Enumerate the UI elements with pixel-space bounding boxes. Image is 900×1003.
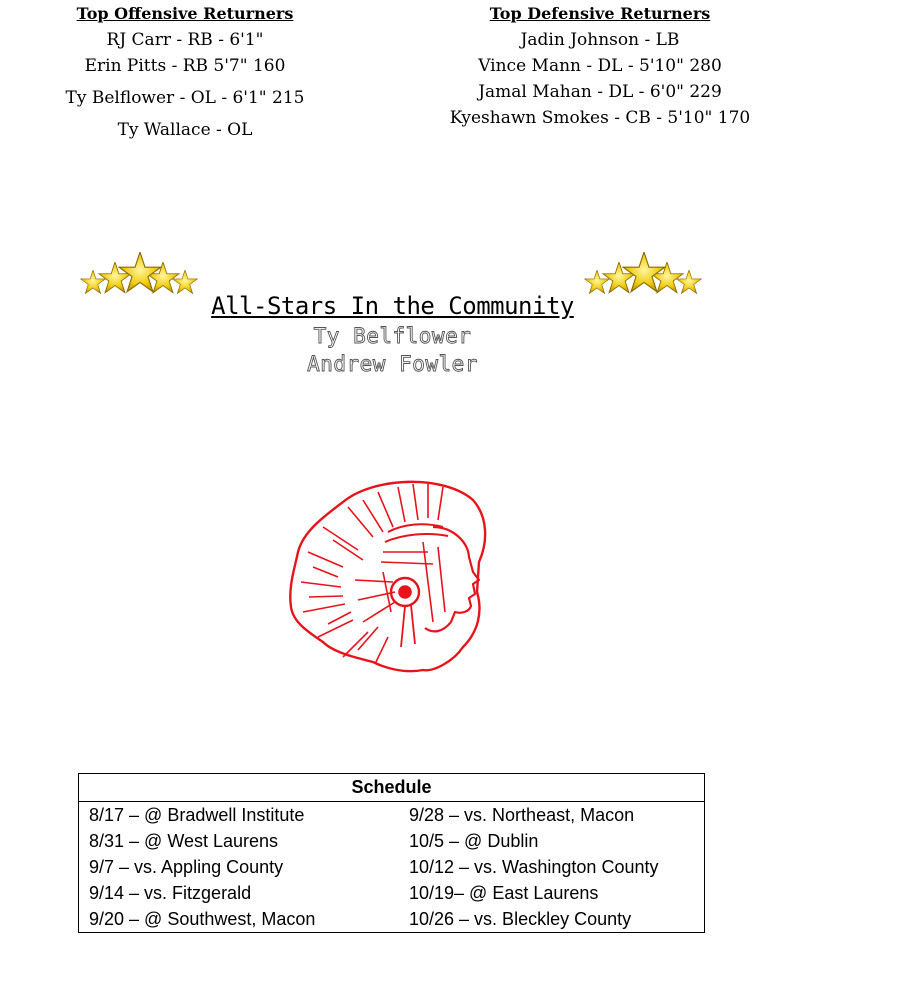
offensive-player: Ty Belflower - OL - 6'1" 215 [65, 88, 305, 108]
defensive-player: Vince Mann - DL - 5'10" 280 [478, 56, 722, 76]
table-row [79, 854, 705, 880]
offensive-returners-section [45, 4, 325, 143]
defensive-player: Kyeshawn Smokes - CB - 5'10" 170 [449, 108, 751, 128]
allstars-name: Andrew Fowler [307, 352, 478, 376]
schedule-game: 9/20 – @ Southwest, Macon [89, 908, 316, 929]
schedule-game: 9/7 – vs. Appling County [89, 856, 284, 877]
offensive-player: RJ Carr - RB - 6'1" [106, 30, 264, 50]
schedule-game: 8/17 – @ Bradwell Institute [89, 804, 305, 825]
defensive-player: Jadin Johnson - LB [520, 30, 680, 50]
table-row [79, 828, 705, 854]
offensive-player: Erin Pitts - RB 5'7" 160 [84, 56, 286, 76]
offensive-returners-heading: Top Offensive Returners [76, 4, 294, 23]
offensive-player: Ty Wallace - OL [117, 120, 253, 140]
schedule-game: 8/31 – @ West Laurens [89, 830, 279, 851]
defensive-player: Jamal Mahan - DL - 6'0" 229 [478, 82, 722, 102]
table-row [79, 880, 705, 906]
defensive-returners-heading: Top Defensive Returners [489, 4, 711, 23]
schedule-game: 9/28 – vs. Northeast, Macon [409, 804, 635, 825]
schedule-heading: Schedule [79, 774, 705, 802]
indian-chief-head-icon [283, 472, 503, 677]
schedule-table [78, 773, 705, 933]
table-row [79, 802, 705, 829]
schedule-game: 10/12 – vs. Washington County [409, 856, 659, 877]
schedule-game: 10/19– @ East Laurens [409, 882, 599, 903]
table-row [79, 906, 705, 933]
allstars-section [140, 290, 645, 378]
schedule-game: 9/14 – vs. Fitzgerald [89, 882, 252, 903]
defensive-returners-section [440, 4, 760, 131]
schedule-game: 10/26 – vs. Bleckley County [409, 908, 632, 929]
allstars-name: Ty Belflower [313, 324, 472, 348]
allstars-title: All-Stars In the Community [211, 292, 574, 320]
schedule-game: 10/5 – @ Dublin [409, 830, 539, 851]
